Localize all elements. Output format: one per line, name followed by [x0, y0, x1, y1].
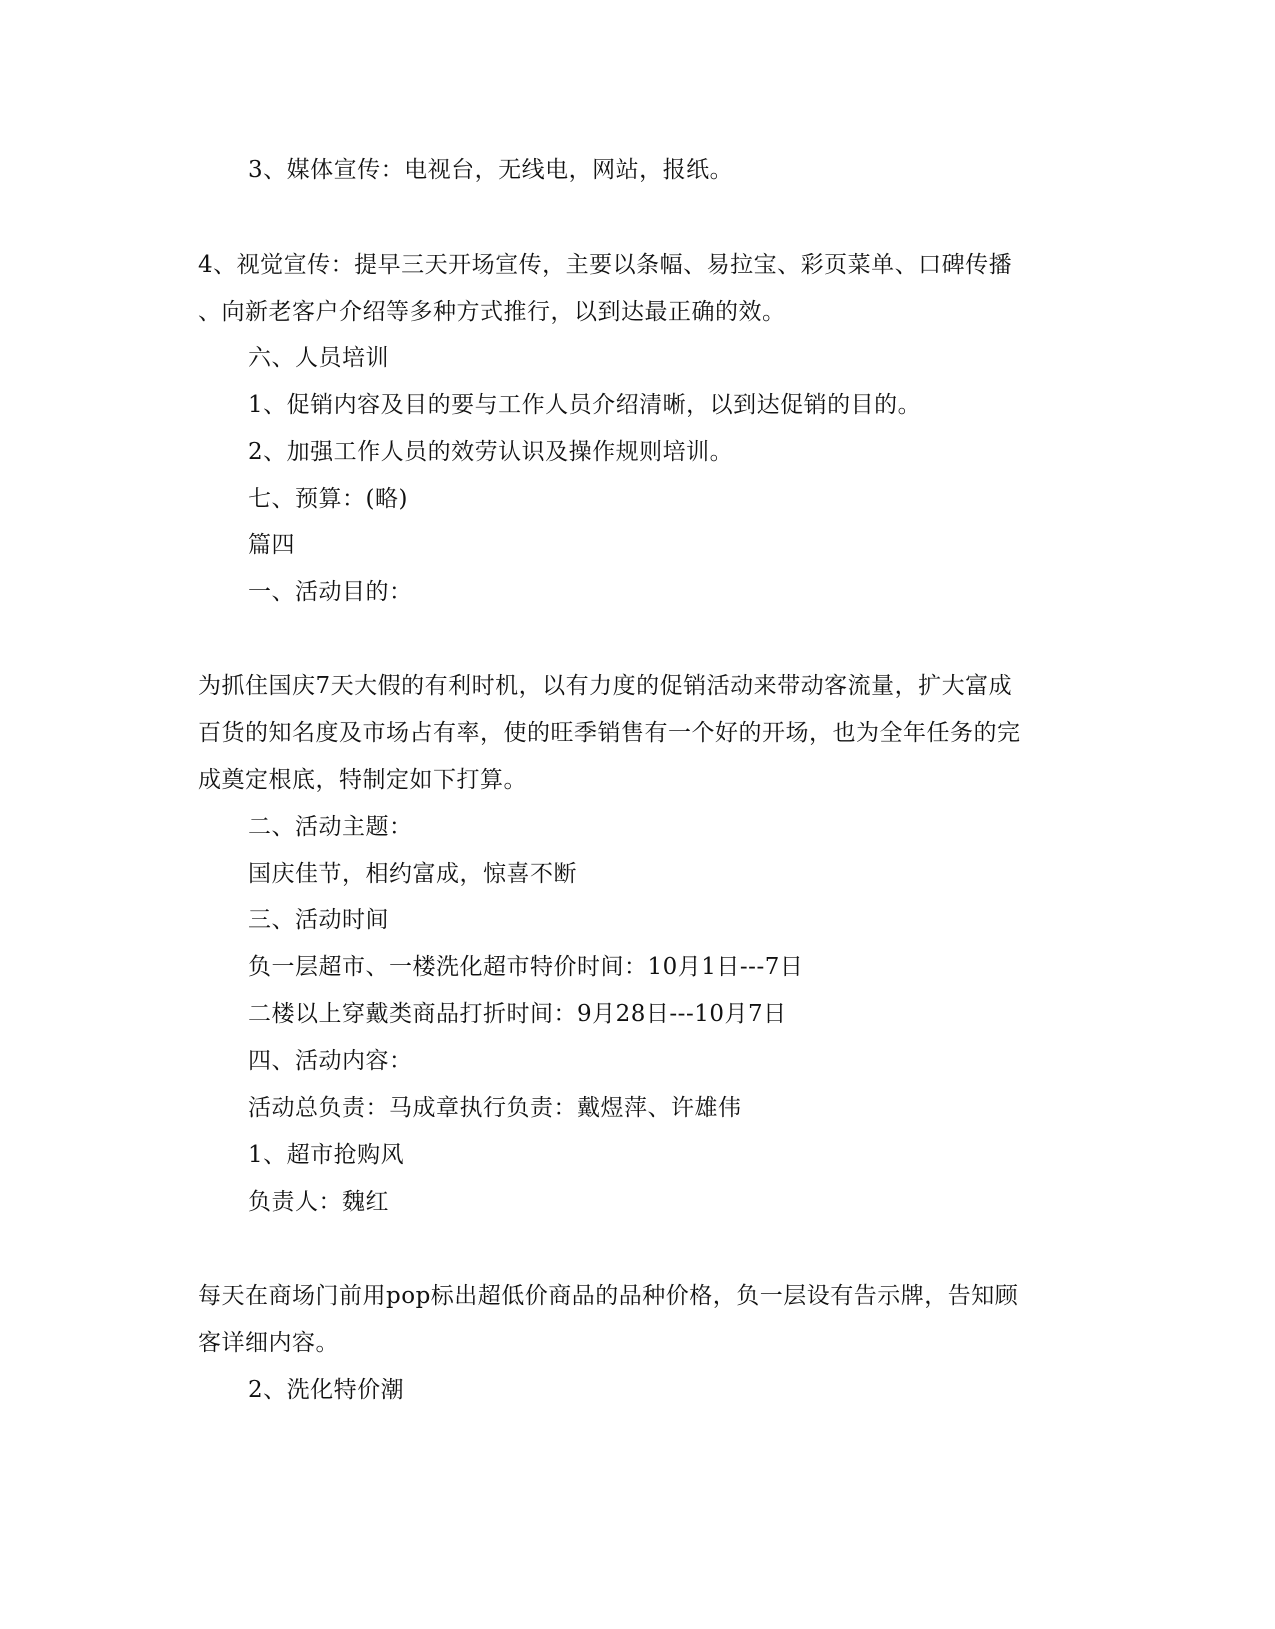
section-heading-training: 六、人员培训 — [248, 345, 389, 371]
visual-promo-line-2: 、向新老客户介绍等多种方式推行，以到达最正确的效。 — [198, 299, 786, 325]
time-apparel: 二楼以上穿戴类商品打折时间：9月28日---10月7日 — [248, 1001, 787, 1027]
media-promo-line: 3、媒体宣传：电视台，无线电，网站，报纸。 — [248, 157, 734, 183]
training-item-1: 1、促销内容及目的要与工作人员介绍清晰，以到达促销的目的。 — [248, 392, 922, 418]
theme-text: 国庆佳节，相约富成，惊喜不断 — [248, 861, 577, 887]
purpose-paragraph-line-3: 成奠定根底，特制定如下打算。 — [198, 767, 527, 793]
section-heading-budget: 七、预算：(略) — [248, 486, 408, 512]
content-item-1: 1、超市抢购风 — [248, 1142, 405, 1168]
section-heading-theme: 二、活动主题： — [248, 814, 413, 840]
purpose-paragraph-line-2: 百货的知名度及市场占有率，使的旺季销售有一个好的开场，也为全年任务的完 — [198, 720, 1021, 746]
chapter-heading: 篇四 — [248, 532, 295, 558]
purpose-paragraph-line-1: 为抓住国庆7天大假的有利时机，以有力度的促销活动来带动客流量，扩大富成 — [198, 673, 1013, 699]
content-item-1-owner: 负责人：魏红 — [248, 1189, 389, 1215]
section-heading-time: 三、活动时间 — [248, 907, 389, 933]
content-owners: 活动总负责：马成章执行负责：戴煜萍、许雄伟 — [248, 1095, 742, 1121]
visual-promo-line-1: 4、视觉宣传：提早三天开场宣传，主要以条幅、易拉宝、彩页菜单、口碑传播 — [198, 252, 1013, 278]
content-item-1-paragraph-line-1: 每天在商场门前用pop标出超低价商品的品种价格，负一层设有告示牌，告知顾 — [198, 1283, 1019, 1309]
content-item-1-paragraph-line-2: 客详细内容。 — [198, 1330, 339, 1356]
section-heading-content: 四、活动内容： — [248, 1048, 413, 1074]
section-heading-purpose: 一、活动目的： — [248, 579, 413, 605]
training-item-2: 2、加强工作人员的效劳认识及操作规则培训。 — [248, 439, 734, 465]
time-supermarket: 负一层超市、一楼洗化超市特价时间：10月1日---7日 — [248, 954, 804, 980]
content-item-2: 2、洗化特价潮 — [248, 1377, 405, 1403]
